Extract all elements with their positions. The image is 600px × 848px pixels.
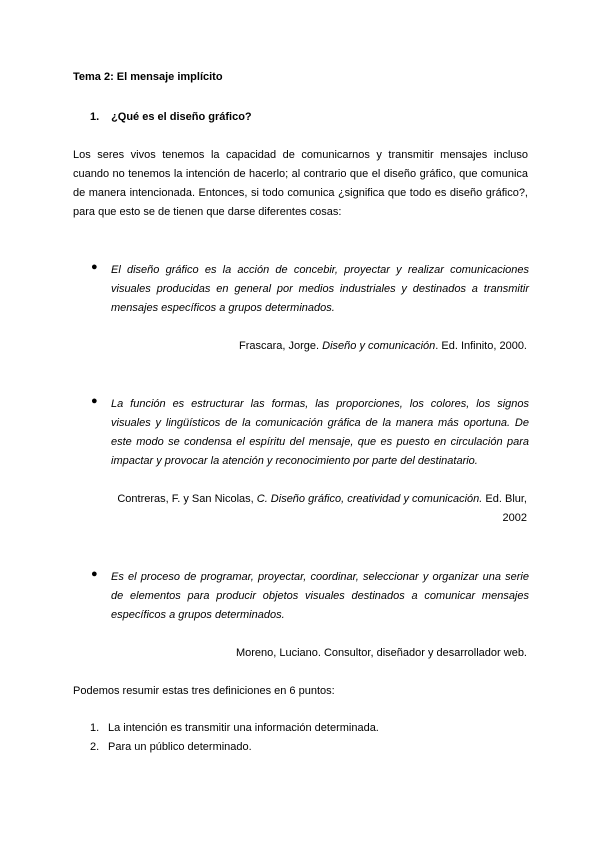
intro-line: Los seres vivos tenemos la capacidad de comunicarnos y transmitir mensajes incluso <box>73 149 528 161</box>
quote-line: de elementos para producir objetos visuales destinados a comunicar mensajes <box>111 590 529 602</box>
quote-citation <box>236 644 527 663</box>
citation-work: Diseño y comunicación <box>322 340 436 352</box>
summary-paragraph <box>73 682 528 701</box>
intro-line: de manera intencionada. Entonces, si todo comunica ¿significa que todo es diseño gráfico?, <box>73 187 528 199</box>
citation-author: Frascara, Jorge. <box>239 340 323 352</box>
quote-citation <box>239 337 527 356</box>
list-number: 2. <box>90 741 100 753</box>
quote-citation <box>117 490 527 528</box>
quote-line: este modo se condensa el espíritu del mensaje, que es puesto en circulación para <box>111 436 529 448</box>
bullet-icon: ● <box>91 261 98 273</box>
citation-publisher: Ed. Blur, <box>482 493 527 505</box>
citation-author: Contreras, F. y San Nicolas, <box>117 493 257 505</box>
intro-paragraph <box>73 146 528 222</box>
quote-line: impactar y provocar la atención y reconocimiento por parte del destinatario. <box>111 455 478 467</box>
bullet-icon: ● <box>91 395 98 407</box>
list-number: 1. <box>90 722 100 734</box>
quote-line: específicos a grupos determinados. <box>111 609 285 621</box>
section-number: 1. <box>90 111 100 123</box>
section-heading-text: ¿Qué es el diseño gráfico? <box>111 111 252 123</box>
quote-line: visuales y lingüísticos de la comunicación gráfica de la manera más oportuna. De <box>111 417 529 429</box>
quote-line: La función es estructurar las formas, las proporciones, los colores, los signos <box>111 398 529 410</box>
list-item <box>90 738 379 757</box>
points-list <box>90 719 379 757</box>
citation-year: 2002 <box>502 512 527 524</box>
list-item <box>90 719 379 738</box>
intro-line: cuando no tenemos la intención de hacerlo; al contrario que el diseño gráfico, que comunica <box>73 168 528 180</box>
citation-author: Moreno, Luciano. Consultor, diseñador y desarrollador web. <box>235 647 527 659</box>
section-heading <box>90 111 252 123</box>
citation-work: C. Diseño gráfico, creatividad y comunicación. <box>256 493 483 505</box>
bullet-icon: ● <box>91 568 98 580</box>
quote-line: mensajes específicos a grupos determinados. <box>111 302 335 314</box>
quote-line: Es el proceso de programar, proyectar, coordinar, seleccionar y organizar una serie <box>111 571 529 583</box>
quote-text <box>111 395 529 471</box>
quote-text <box>111 568 529 625</box>
citation-publisher: . Ed. Infinito, 2000. <box>435 340 527 352</box>
quote-text <box>111 261 529 318</box>
quote-line: El diseño gráfico es la acción de concebir, proyectar y realizar comunicaciones <box>111 264 529 276</box>
list-text: La intención es transmitir una información determinada. <box>108 722 379 734</box>
list-text: Para un público determinado. <box>108 741 252 753</box>
document-title: Tema 2: El mensaje implícito <box>73 71 223 83</box>
quote-line: visuales producidas en general por medios industriales y destinados a transmitir <box>111 283 529 295</box>
summary-text: Podemos resumir estas tres definiciones en 6 puntos: <box>73 685 335 697</box>
intro-line: para que esto se de tienen que darse diferentes cosas: <box>73 206 342 218</box>
